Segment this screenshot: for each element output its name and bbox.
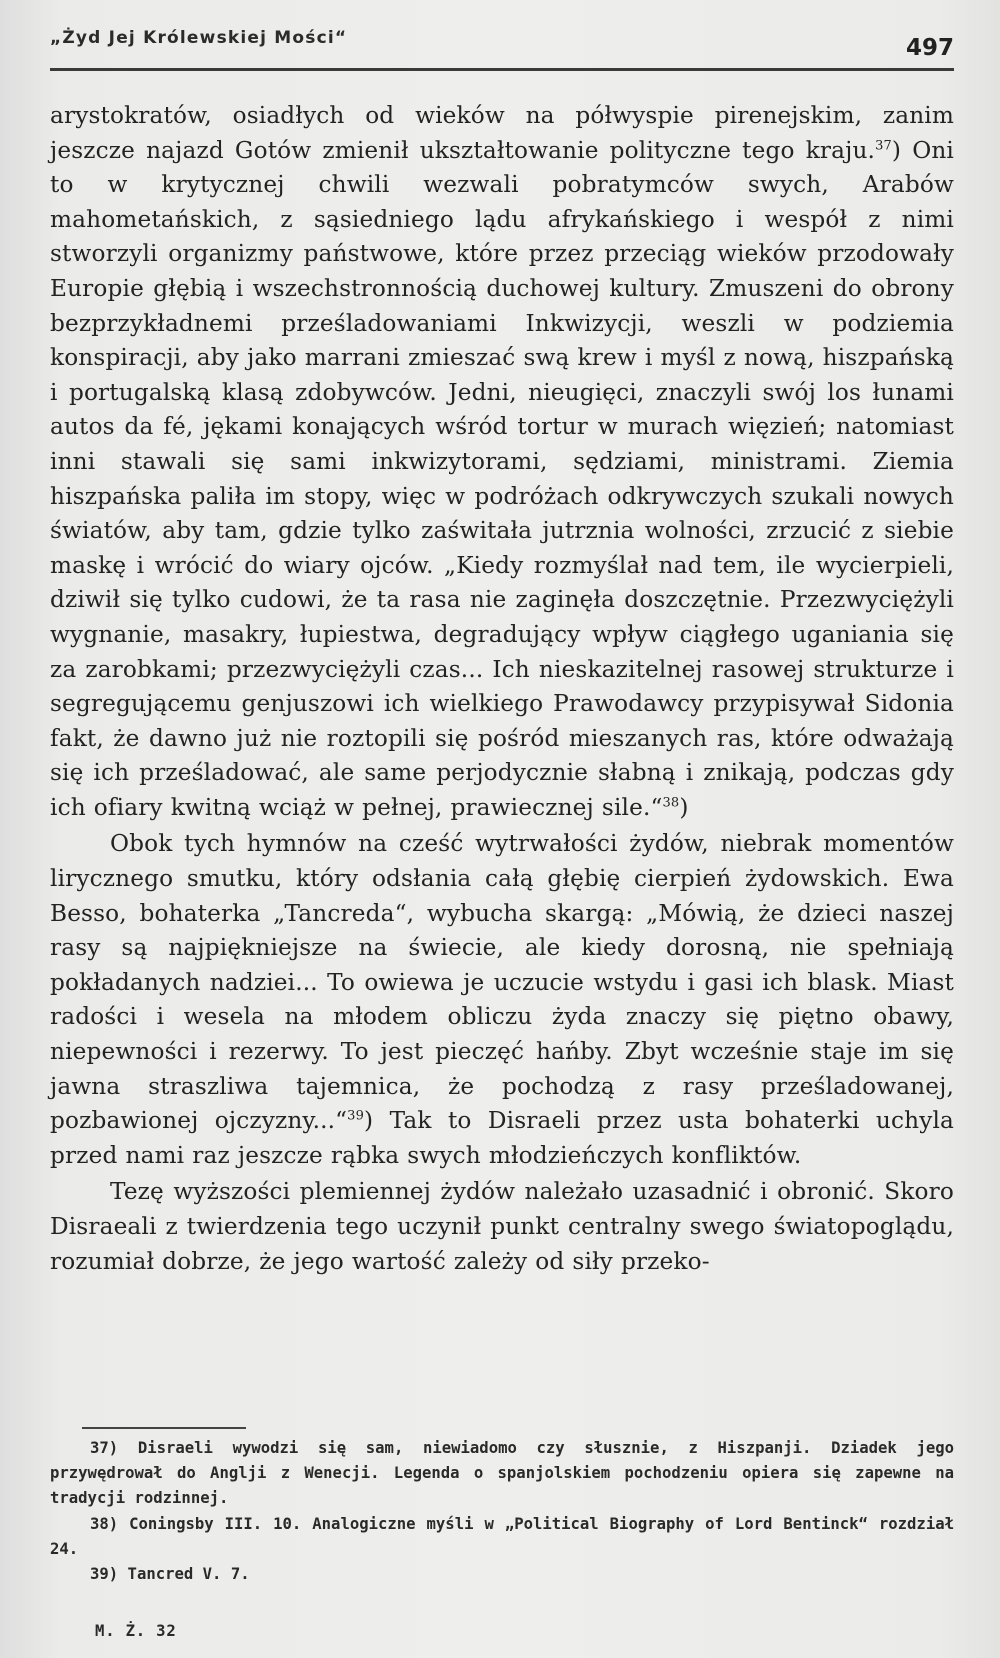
paragraph-1: arystokratów, osiadłych od wieków na półwyspie pirenejskim, zanim jeszcze najazd Gotów zmienił ukształtowanie polityczne tego kraju.$^{37}$) Oni to w krytycznej chwili wezwali pobratymców swych, Arabów mahometańskich, z sąsiedniego lądu afrykańskiego i wespół z nimi stworzyli organizmy państwowe, które przez przeciąg wieków przodowały Europie głębią i wszechstronnością duchowej kultury. Zmuszeni do obrony bezprzykładnemi prześladowaniami Inkwizycji, weszli w podziemia konspiracji, aby jako marrani zmieszać swą krew i myśl z nową, hiszpańską i portugalską klasą zdobywców. Jedni, nieugięci, znaczyli swój los łunami autos da fé, jękami konających wśród tortur w murach więzień; natomiast inni stawali się sami inkwizytorami, sędziami, ministrami. Ziemia hiszpańska paliła im stopy, więc w podróżach odkrywczych szukali nowych światów, aby tam, gdzie tylko zaświtała jutrznia wolności, zrzucić z siebie maskę i wrócić do wiary ojców. „Kiedy rozmyślał nad tem, ile wycierpieli, dziwił się tylko cudowi, że ta rasa nie zaginęła doszczętnie. Przezwyciężyli wygnanie, masakry, łupiestwa, degradujący wpływ ciągłego uganiania się za zarobkami; przezwyciężyli czas... Ich nieskazitelnej rasowej strukturze i segregującemu genjuszowi ich wielkiego Prawodawcy przypisywał Sidonia fakt, że dawno już nie roztopili się pośród mieszanych ras, które odważają się ich prześladować, ale same perjodycznie słabną i znikają, podczas gdy ich ofiary kwitną wciąż w pełnej, prawiecznej sile.“$^{38}$) [50,102,954,821]
footnote-ref-38: 38 [662,795,680,811]
footnote-37: 37) Disraeli wywodzi się sam, niewiadomo czy słusznie, z Hiszpanji. Dziadek jego przywędrował do Anglji z Wenecji. Legenda o spanjolskiem pochodzeniu opiera się zapewne na tradycji rodzinnej. [50,1439,954,1508]
main-text [50,99,954,1279]
page-header [50,22,954,72]
footnotes [50,1436,954,1587]
footnote-39: 39) Tancred V. 7. [90,1565,250,1584]
page-number: 497 [905,35,954,61]
printer-signature: M. Ż. 32 [95,1622,177,1640]
footnote-ref-39: 39 [347,1108,365,1124]
paragraph-3: Tezę wyższości plemiennej żydów należało uzasadnić i obronić. Skoro Disraeali z twierdzenia tego uczynił punkt centralny swego światopoglądu, rozumiał dobrze, że jego wartość zależy od siły przeko- [50,1178,954,1275]
paragraph-2: Obok tych hymnów na cześć wytrwałości żydów, niebrak momentów lirycznego smutku, który odsłania całą głębię cierpień żydowskich. Ewa Besso, bohaterka „Tancreda“, wybucha skargą: „Mówią, że dzieci naszej rasy są najpiękniejsze na świecie, ale kiedy dorosną, nie spełniają pokładanych nadziei... To owiewa je uczucie wstydu i gasi ich blask. Miast radości i wesela na młodem obliczu żyda znaczy się piętno obawy, niepewności i rezerwy. To jest pieczęć hańby. Zbyt wcześnie staje im się jawna straszliwa tajemnica, że pochodzą z rasy prześladowanej, pozbawionej ojczyzny...“$^{39}$) Tak to Disraeli przez usta bohaterki uchyla przed nami raz jeszcze rąbka swych młodzieńczych konfliktów. [50,830,954,1169]
footnote-ref-37: 37 [875,137,892,153]
header-rule [50,68,954,71]
footnote-rule [82,1427,246,1429]
running-title: „Żyd Jej Królewskiej Mości“ [50,28,348,48]
footnote-38: 38) Coningsby III. 10. Analogiczne myśli w „Political Biography of Lord Bentinck“ rozdział 24. [50,1514,954,1558]
